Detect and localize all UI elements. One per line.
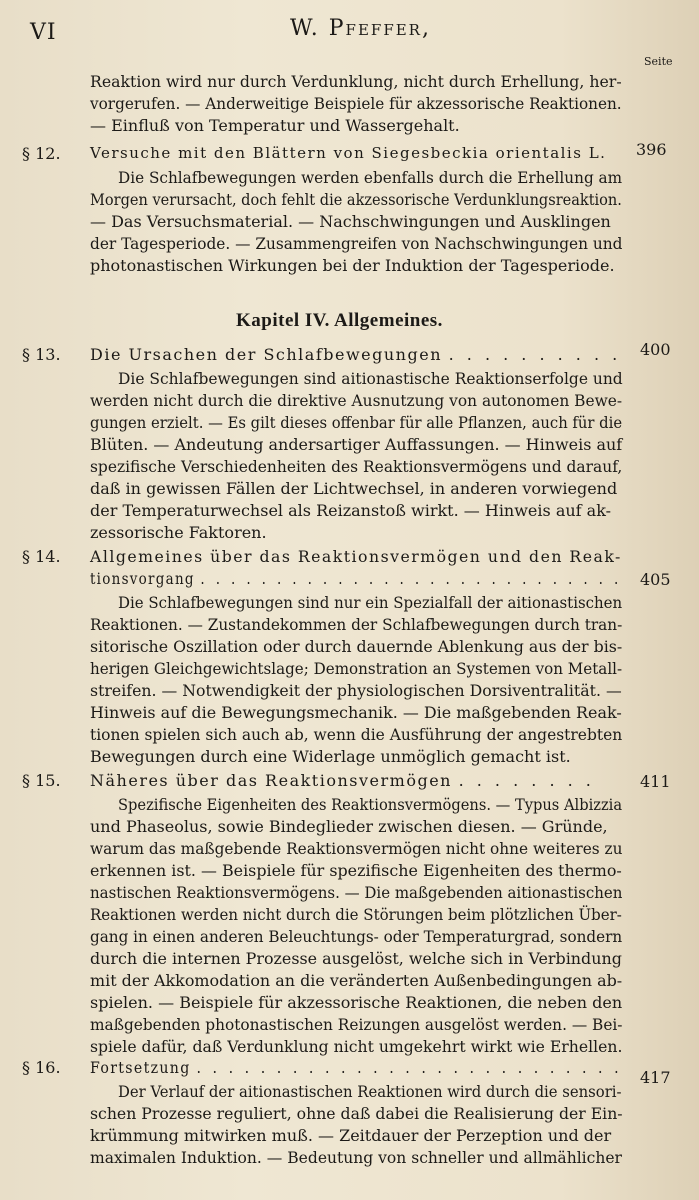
section-text-line: Die Schlafbewegungen sind nur ein Spezialfall der aitionastischen	[118, 593, 623, 612]
page-number-roman: VI	[30, 20, 57, 45]
section-text-line: Die Schlafbewegungen werden ebenfalls durch die Erhellung am	[118, 168, 623, 187]
section-title: Versuche mit den Blättern von Siegesbeckia orientalis L.	[90, 144, 607, 162]
section-page-number: 417	[640, 1068, 671, 1087]
seite-column-label: Seite	[644, 55, 673, 68]
section-title: Die Ursachen der Schlafbewegungen . . . . . . . . . .	[90, 345, 622, 364]
section-text-line: Hinweis auf die Bewegungsmechanik. — Die maßgebenden Reak-	[90, 703, 622, 722]
section-text-line: photonastischen Wirkungen bei der Induktion der Tagesperiode.	[90, 256, 615, 275]
section-number: § 13.	[22, 345, 61, 364]
section-text-line: der Tagesperiode. — Zusammengreifen von Nachschwingungen und	[90, 234, 623, 253]
chapter-heading: Kapitel IV. Allgemeines.	[236, 310, 443, 331]
section-text-line: schen Prozesse reguliert, ohne daß dabei die Realisierung der Ein-	[90, 1104, 623, 1123]
section-title-continued: tionsvorgang . . . . . . . . . . . . . . . . . . . . . . . . . . . .	[90, 569, 622, 588]
section-page-number: 400	[640, 340, 671, 359]
section-text-line: spezifische Verschiedenheiten des Reaktionsvermögens und darauf,	[90, 457, 623, 476]
section-page-number: 405	[640, 570, 671, 589]
section-text-line: maximalen Induktion. — Bedeutung von schneller und allmählicher	[90, 1148, 622, 1167]
section-text-line: und Phaseolus, sowie Bindeglieder zwischen diesen. — Gründe,	[90, 817, 608, 836]
continuation-line: vorgerufen. — Anderweitige Beispiele für akzessorische Reaktionen.	[90, 94, 622, 113]
section-text-line: streifen. — Notwendigkeit der physiologischen Dorsiventralität. —	[90, 681, 622, 700]
section-text-line: Reaktionen. — Zustandekommen der Schlafbewegungen durch tran-	[90, 615, 623, 634]
section-text-line: spiele dafür, daß Verdunklung nicht umgekehrt wirkt wie Erhellen.	[90, 1037, 623, 1056]
section-text-line: herigen Gleichgewichtslage; Demonstration an Systemen von Metall-	[90, 659, 623, 678]
section-number: § 15.	[22, 771, 61, 790]
section-title: Allgemeines über das Reaktionsvermögen und den Reak-	[90, 547, 622, 566]
continuation-line: Reaktion wird nur durch Verdunklung, nicht durch Erhellung, her-	[90, 72, 622, 91]
section-text-line: — Das Versuchsmaterial. — Nachschwingungen und Ausklingen	[90, 212, 611, 231]
section-text-line: daß in gewissen Fällen der Lichtwechsel, in anderen vorwiegend	[90, 479, 618, 498]
section-text-line: tionen spielen sich auch ab, wenn die Ausführung der angestrebten	[90, 725, 623, 744]
section-text-line: mit der Akkomodation an die veränderten Außenbedingungen ab-	[90, 971, 623, 990]
section-text-line: gang in einen anderen Beleuchtungs- oder Temperaturgrad, sondern	[90, 927, 623, 946]
section-page-number: 411	[640, 772, 671, 791]
section-text-line: durch die internen Prozesse ausgelöst, welche sich in Verbindung	[90, 949, 622, 968]
section-number: § 12.	[22, 144, 61, 163]
section-text-line: Reaktionen werden nicht durch die Störungen beim plötzlichen Über-	[90, 905, 622, 924]
section-text-line: Bewegungen durch eine Widerlage unmöglich gemacht ist.	[90, 747, 571, 766]
section-text-line: Morgen verursacht, doch fehlt die akzessorische Verdunklungsreaktion.	[90, 190, 622, 209]
section-text-line: maßgebenden photonastischen Reizungen ausgelöst werden. — Bei-	[90, 1015, 623, 1034]
section-number: § 16.	[22, 1058, 61, 1077]
section-text-line: warum das maßgebende Reaktionsvermögen nicht ohne weiteres zu	[90, 839, 623, 858]
section-page-number: 396	[636, 140, 667, 159]
section-number: § 14.	[22, 547, 61, 566]
section-text-line: gungen erzielt. — Es gilt dieses offenbar für alle Pflanzen, auch für die	[90, 413, 623, 432]
section-text-line: Spezifische Eigenheiten des Reaktionsvermögens. — Typus Albizzia	[118, 795, 623, 814]
section-text-line: sitorische Oszillation oder durch dauernde Ablenkung aus der bis-	[90, 637, 623, 656]
section-text-line: werden nicht durch die direktive Ausnutzung von autonomen Bewe-	[90, 391, 623, 410]
section-title: Näheres über das Reaktionsvermögen . . . . . . . .	[90, 771, 595, 790]
section-text-line: Die Schlafbewegungen sind aitionastische Reaktionserfolge und	[118, 369, 623, 388]
section-text-line: der Temperaturwechsel als Reizanstoß wirkt. — Hinweis auf ak-	[90, 501, 612, 520]
section-text-line: zessorische Faktoren.	[90, 523, 267, 542]
continuation-line: — Einfluß von Temperatur und Wassergehalt.	[90, 116, 460, 135]
section-text-line: krümmung mitwirken muß. — Zeitdauer der Perzeption und der	[90, 1126, 612, 1145]
section-title: Fortsetzung . . . . . . . . . . . . . . . . . . . . . . . . . . .	[90, 1058, 623, 1077]
section-text-line: Der Verlauf der aitionastischen Reaktionen wird durch die sensori-	[118, 1082, 622, 1101]
section-text-line: spielen. — Beispiele für akzessorische Reaktionen, die neben den	[90, 993, 623, 1012]
section-text-line: Blüten. — Andeutung andersartiger Auffassungen. — Hinweis auf	[90, 435, 623, 454]
running-header-author: W. Pfeffer,	[290, 16, 431, 41]
section-text-line: nastischen Reaktionsvermögens. — Die maßgebenden aitionastischen	[90, 883, 623, 902]
section-text-line: erkennen ist. — Beispiele für spezifische Eigenheiten des thermo-	[90, 861, 622, 880]
